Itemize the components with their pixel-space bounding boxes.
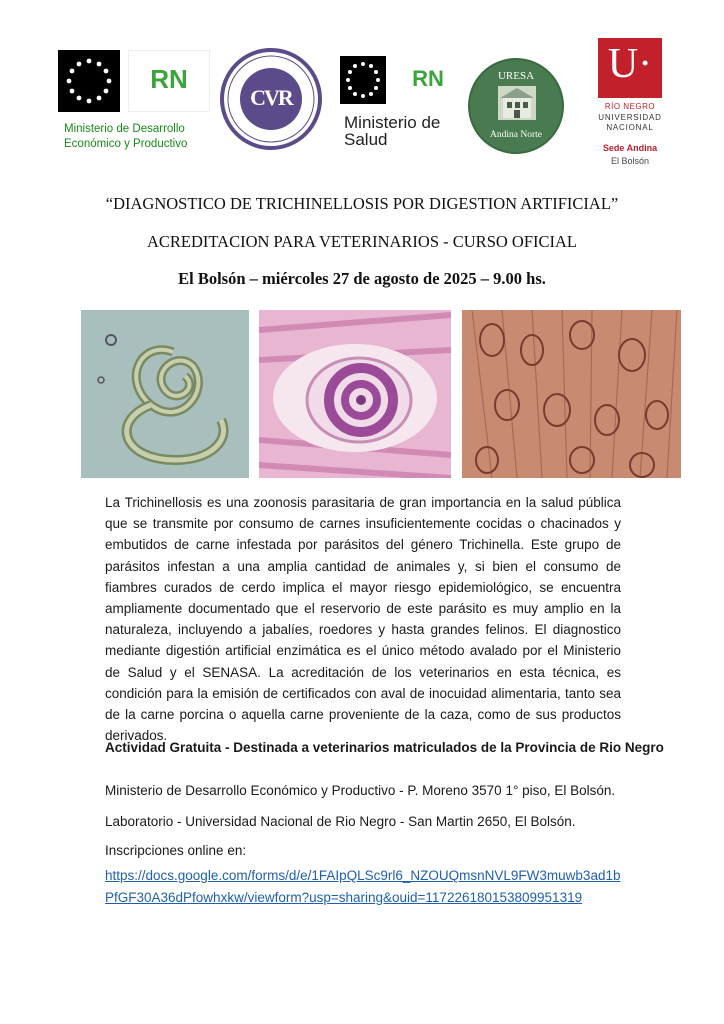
trichinella-cysts-compression [462,310,681,478]
document-subtitle: ACREDITACION PARA VETERINARIOS - CURSO OFICIAL [146,232,577,251]
eu-stars-emblem-icon [340,56,386,104]
trichinella-larva-micrograph [81,310,249,478]
rn-label: RN [150,64,188,94]
description-paragraph: La Trichinellosis es una zoonosis parasitaria de gran importancia en la salud pública que se transmite por consumo de carnes insuficientemente cocidas o chacinados y embutidos de carne infestada por parásitos del género Trichinella. Este grupo de parásitos infestan a una amplia cantidad de animales y, si bien el consumo de fiambres curados de cerdo implica el mayor riesgo epidemiológico, se encuentra ampliamente documentado que el reservorio de este parásito es muy amplio en la naturaleza, incluyendo a jabalíes, roedores y hasta grandes felinos. El diagnostico mediante digestión artificial enzimática es el único método avalado por el Ministerio de Salud y el SENASA. La acreditación de los veterinarios en esta técnica, es condición para la emisión de certificados con aval de inocuidad alimentaria, tanto sea de la carne porcina o aquella carne proveniente de la caza, como de sus productos derivados. [105,495,621,744]
uresa-title: URESA [497,70,535,82]
uresa-logo [468,58,564,154]
registration-form-link[interactable]: https://docs.google.com/forms/d/e/1FAIpQLSc9rl6_NZOUQmsnNVL9FW3muwb3ad1bPfGF30A36dPfowhxkw/viewform?usp=sharing&ouid=117226180153809951319 [105,868,621,905]
colegio-letters: CVR [250,85,292,110]
colegio-veterinario-logo [220,48,322,150]
unrn-logo: U· RÍO NEGRO UNIVERSIDAD NACIONAL Sede Andina El Bolsón [594,38,666,174]
ministry-name: Ministerio de Desarrollo Económico y Productivo [64,123,188,150]
document-title: “DIAGNOSTICO DE TRICHINELLOSIS POR DIGESTION ARTIFICIAL” [105,194,619,213]
inscriptions-label: Inscripciones online en: [105,843,247,858]
ministry-name: Ministerio de Salud [344,113,441,149]
building-icon [498,86,536,120]
venue-address-ministry: Ministerio de Desarrollo Económico y Productivo - P. Moreno 3570 1° piso, El Bolsón. [105,783,616,798]
venue-address-laboratory: Laboratorio - Universidad Nacional de Rio Negro - San Martin 2650, El Bolsón. [105,814,576,829]
event-date-location: El Bolsón – miércoles 27 de agosto de 2025 – 9.00 hs. [178,269,546,288]
uresa-subtitle: Andina Norte [490,130,542,140]
rn-label: RN [412,66,444,91]
eu-stars-emblem-icon [58,50,120,112]
ministerio-desarrollo-logo [58,50,218,160]
trichinella-muscle-histology [259,310,451,478]
activity-notice: Actividad Gratuita - Destinada a veterinarios matriculados de la Provincia de Rio Negro [105,740,664,755]
ministerio-salud-logo [340,56,466,156]
